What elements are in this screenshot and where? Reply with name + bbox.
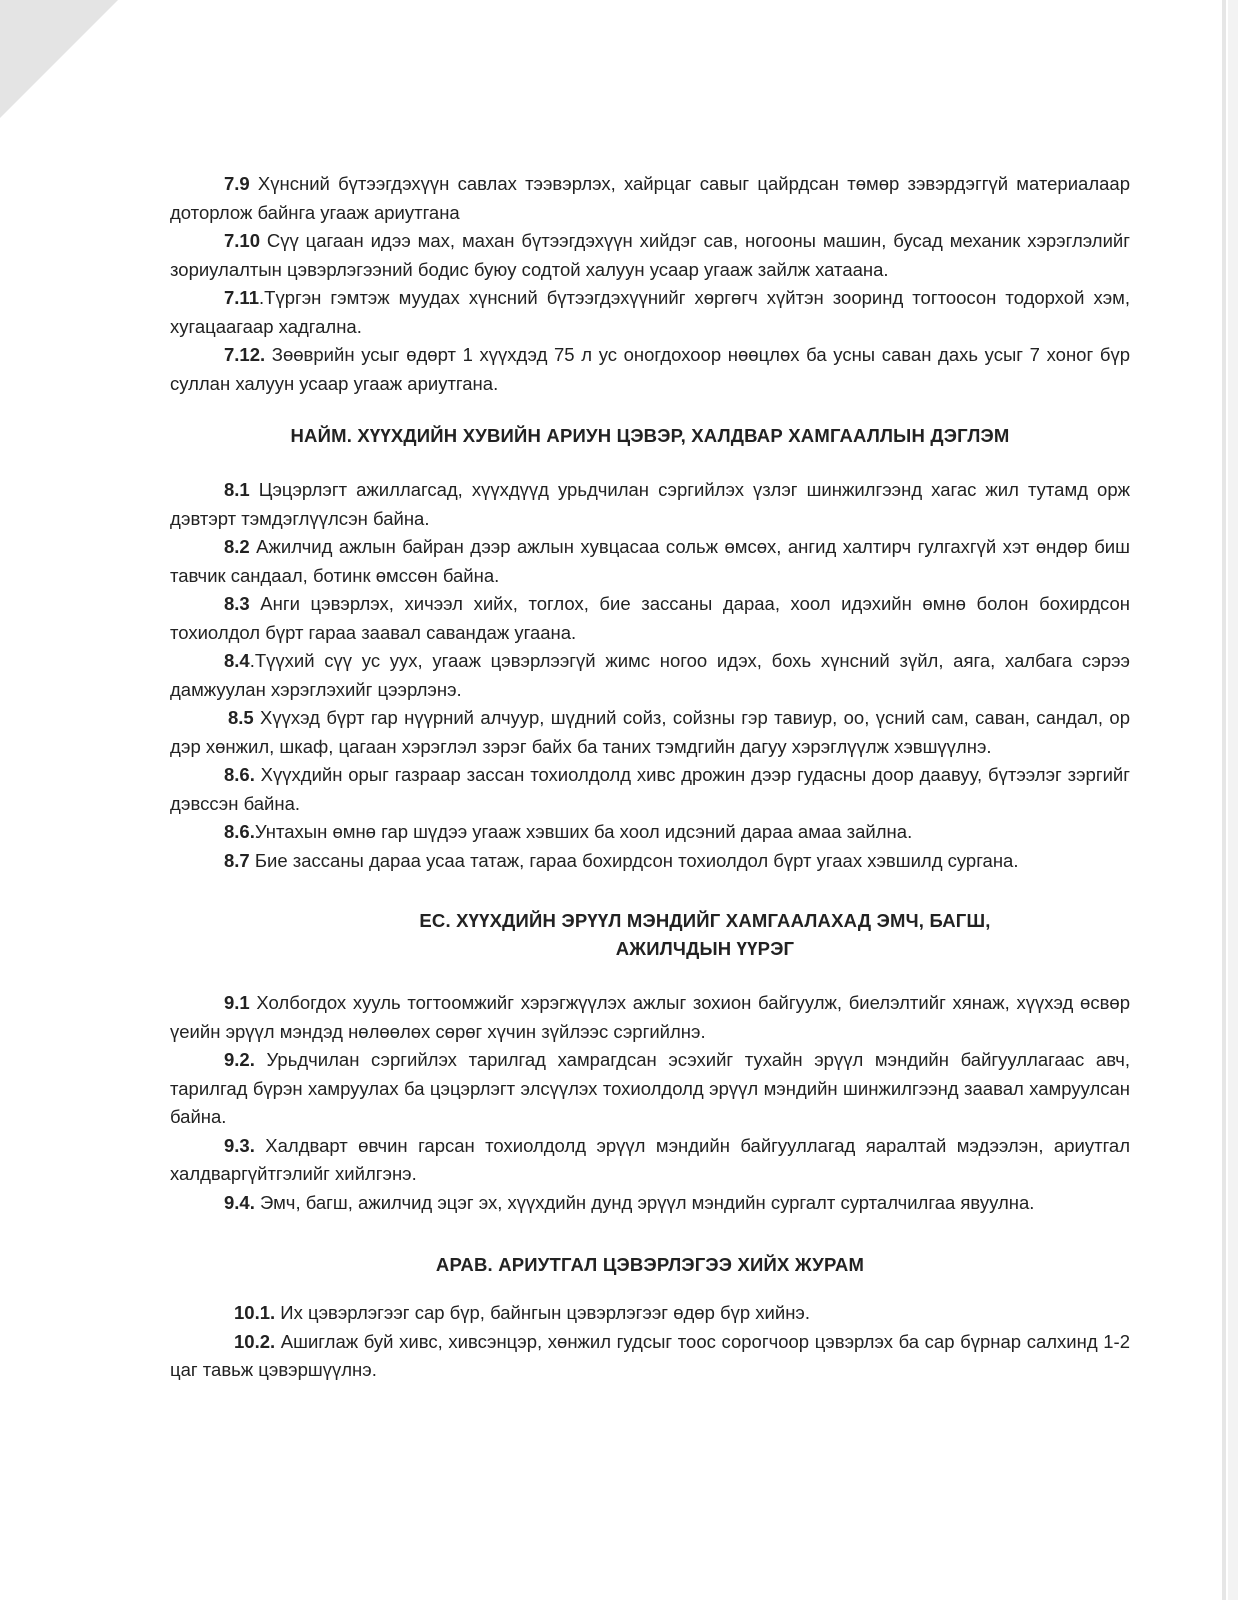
- clause-text: Холбогдох хууль тогтоомжийг хэрэгжүүлэх ажлыг зохион байгуулж, биелэлтийг хянаж, хүүхэд өсвөр үеийн эрүүл мэндэд нөлөөлөх сөрөг хүчин зүйлээс сэргийлнэ.: [170, 992, 1130, 1042]
- clause-number: 7.10: [224, 230, 261, 251]
- clause-text: Унтахын өмнө гар шүдээ угааж хэвших ба хоол идсэний дараа амаа зайлна.: [254, 821, 913, 842]
- section-9: [170, 907, 1130, 1217]
- section-10-heading: [170, 1251, 1130, 1279]
- clause-number: 8.2: [224, 536, 250, 557]
- section-7: [170, 170, 1130, 398]
- clause-9-2: [170, 1046, 1130, 1132]
- clause-10-2: [170, 1328, 1130, 1385]
- clause-8-6b: [170, 818, 1130, 847]
- scan-edge-line: [1222, 0, 1226, 1600]
- clause-number: 7.11: [224, 287, 259, 308]
- clause-text: Урьдчилан сэргийлэх тарилгад хамрагдсан эсэхийг тухайн эрүүл мэндийн байгууллагаас авч, тарилгад бүрэн хамруулах ба цэцэрлэгт элсүүлэх тохиолдолд эрүүл мэндийн шинжилгээнд заавал хамруулсан байна.: [170, 1049, 1130, 1127]
- clause-number: 9.4.: [224, 1191, 255, 1213]
- clause-number: 8.6.: [224, 764, 255, 785]
- clause-number: 10.2.: [234, 1330, 276, 1352]
- clause-number: 8.1: [224, 479, 250, 500]
- clause-text: Цэцэрлэгт ажиллагсад, хүүхдүүд урьдчилан сэргийлэх үзлэг шинжилгээнд хагас жил тутамд орж дэвтэрт тэмдэглүүлсэн байна.: [170, 479, 1130, 529]
- clause-8-2: [170, 533, 1130, 590]
- section-8-heading: [170, 422, 1130, 450]
- clause-text: Хүүхэд бүрт гар нүүрний алчуур, шүдний сойз, сойзны гэр тавиур, оо, үсний сам, саван, сандал, ор дэр хөнжил, шкаф, цагаан хэрэглэл зэрэг байх ба таних тэмдгийн дагуу хэрэглүүлж хэвшүүлнэ.: [170, 707, 1130, 757]
- clause-9-3: [170, 1132, 1130, 1189]
- clause-9-4: [170, 1189, 1130, 1218]
- clause-number: 8.4: [224, 650, 250, 671]
- clause-7-9: [170, 170, 1130, 227]
- clause-text: Ажилчид ажлын байран дээр ажлын хувцасаа сольж өмсөх, ангид халтирч гулгахгүй хэт өндөр биш тавчик сандаал, ботинк өмссөн байна.: [170, 536, 1130, 586]
- heading-line: АРАВ. АРИУТГАЛ ЦЭВЭРЛЭГЭЭ ХИЙХ ЖУРАМ: [435, 1254, 865, 1275]
- clause-9-1: [170, 989, 1130, 1046]
- clause-text: Зөөврийн усыг өдөрт 1 хүүхдэд 75 л ус оногдохоор нөөцлөх ба усны саван дахь усыг 7 хоног бүр суллан халуун усаар угааж ариутгана.: [170, 344, 1130, 394]
- clause-number: 7.9: [224, 173, 250, 194]
- clause-number: 8.6.: [224, 821, 255, 842]
- clause-8-4: [170, 647, 1130, 704]
- clause-number: 8.3: [224, 593, 250, 614]
- heading-line: АЖИЛЧДЫН ҮҮРЭГ: [615, 938, 795, 959]
- clause-number: 8.5: [228, 707, 254, 728]
- clause-text: Эмч, багш, ажилчид эцэг эх, хүүхдийн дунд эрүүл мэндийн сургалт сурталчилгаа явуулна.: [254, 1191, 1035, 1213]
- clause-text: Сүү цагаан идээ мах, махан бүтээгдэхүүн хийдэг сав, ногооны машин, бусад механик хэрэглэлийг зориулалтын цэвэрлэгээний бодис буюу содтой халуун усаар угааж зайлж хатаана.: [170, 230, 1130, 280]
- clause-text: Хүнсний бүтээгдэхүүн савлах тээвэрлэх, хайрцаг савыг цайрдсан төмөр зэвэрдэггүй материалаар доторлож байнга угааж ариутгана: [170, 173, 1130, 223]
- clause-8-7: [170, 847, 1130, 876]
- section-8: [170, 422, 1130, 875]
- clause-7-12: [170, 341, 1130, 398]
- clause-10-1: [170, 1299, 1130, 1328]
- clause-number: 9.3.: [224, 1134, 255, 1156]
- section-10: [170, 1251, 1130, 1385]
- clause-8-5: [170, 704, 1130, 761]
- heading-line: ЕС. ХҮҮХДИЙН ЭРҮҮЛ МЭНДИЙГ ХАМГААЛАХАД ЭМЧ, БАГШ,: [419, 910, 991, 931]
- clause-text: Бие зассаны дараа усаа татаж, гараа бохирдсон тохиолдол бүрт угаах хэвшилд сургана.: [249, 849, 1019, 871]
- section-9-heading: [170, 907, 1130, 963]
- clause-number: 10.1.: [234, 1302, 276, 1323]
- clause-number: 8.7: [224, 849, 250, 871]
- clause-number: 9.2.: [224, 1049, 255, 1070]
- clause-8-3: [170, 590, 1130, 647]
- clause-number: 7.12.: [224, 344, 266, 365]
- heading-line: НАЙМ. ХҮҮХДИЙН ХУВИЙН АРИУН ЦЭВЭР, ХАЛДВАР ХАМГААЛЛЫН ДЭГЛЭМ: [290, 425, 1010, 446]
- clause-text: Анги цэвэрлэх, хичээл хийх, тоглох, бие зассаны дараа, хоол идэхийн өмнө болон бохирдсон тохиолдол бүрт гараа заавал савандаж угаана.: [170, 593, 1130, 643]
- clause-text: Хүүхдийн орыг газраар зассан тохиолдолд хивс дрожин дээр гудасны доор даавуу, бүтээлэг зэргийг дэвссэн байна.: [170, 764, 1130, 814]
- clause-text: .Түргэн гэмтэж муудах хүнсний бүтээгдэхүүнийг хөргөгч хүйтэн зооринд тогтоосон тодорхой хэм, хугацаагаар хадгална.: [170, 287, 1130, 337]
- clause-text: Ашиглаж буй хивс, хивсэнцэр, хөнжил гудсыг тоос сорогчоор цэвэрлэх ба сар бүрнар салхинд 1-2 цаг тавьж цэвэршүүлнэ.: [170, 1330, 1130, 1380]
- clause-7-11: [170, 284, 1130, 341]
- clause-8-1: [170, 476, 1130, 533]
- clause-text: Халдварт өвчин гарсан тохиолдолд эрүүл мэндийн байгууллагад яаралтай мэдээлэн, ариутгал халдваргүйтгэлийг хийлгэнэ.: [170, 1134, 1130, 1184]
- clause-8-6: [170, 761, 1130, 818]
- clause-number: 9.1: [224, 992, 250, 1013]
- clause-7-10: [170, 227, 1130, 284]
- clause-text: .Түүхий сүү ус уух, угааж цэвэрлээгүй жимс ногоо идэх, бохь хүнсний зүйл, аяга, халбага сэрээ дамжуулан хэрэглэхийг цээрлэнэ.: [170, 650, 1130, 700]
- clause-text: Их цэвэрлэгээг сар бүр, байнгын цэвэрлэгээг өдөр бүр хийнэ.: [275, 1302, 810, 1323]
- document-page: [170, 170, 1130, 1385]
- scan-edge: [1228, 0, 1238, 1600]
- folded-corner: [0, 0, 118, 118]
